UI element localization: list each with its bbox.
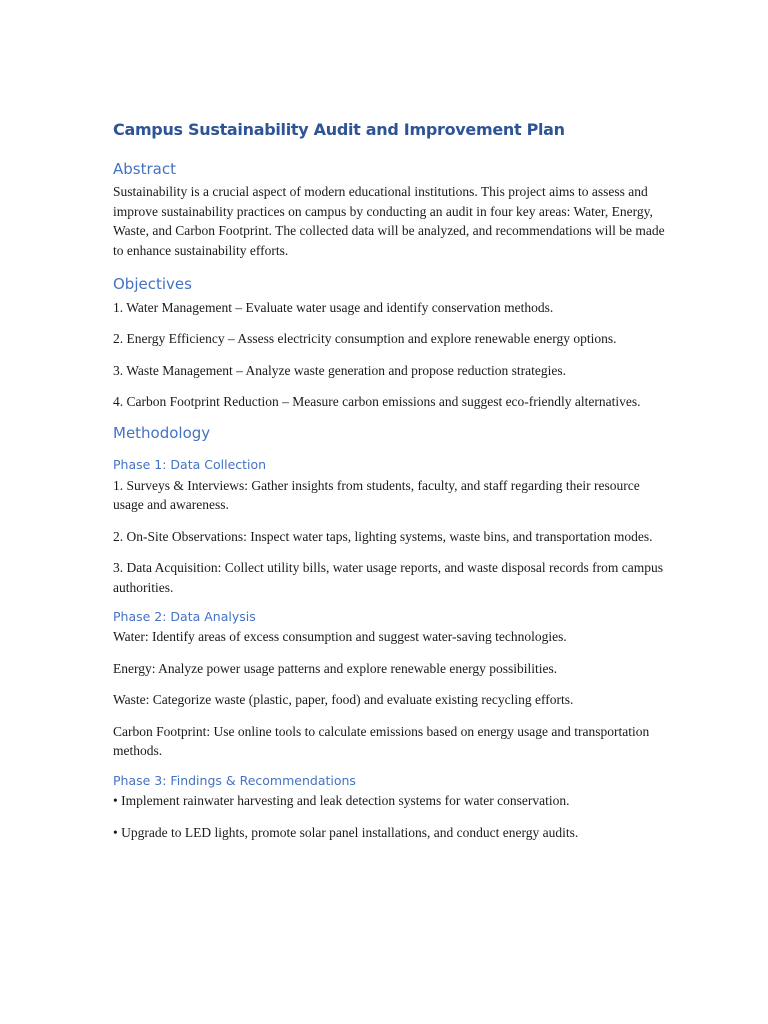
objective-item: 3. Waste Management – Analyze waste generation and propose reduction strategies.	[113, 362, 567, 378]
phase-2-block	[113, 609, 673, 761]
phase-item: 3. Data Acquisition: Collect utility bills, water usage reports, and waste disposal records from campus authorities.	[113, 560, 664, 595]
abstract-heading: Abstract	[113, 159, 176, 178]
phase-1-block	[113, 457, 673, 597]
objective-item: 1. Water Management – Evaluate water usage and identify conservation methods.	[113, 299, 554, 315]
objectives-section	[113, 275, 673, 412]
phase-item: Energy: Analyze power usage patterns and explore renewable energy possibilities.	[113, 660, 558, 676]
phase-item: 2. On-Site Observations: Inspect water taps, lighting systems, waste bins, and transportation modes.	[113, 528, 653, 544]
methodology-section	[113, 424, 673, 842]
phase-item: 1. Surveys & Interviews: Gather insights from students, faculty, and staff regarding their resource usage and awareness.	[113, 477, 640, 513]
phase-heading: Phase 3: Findings & Recommendations	[113, 772, 356, 788]
objectives-heading: Objectives	[113, 275, 192, 294]
abstract-text: Sustainability is a crucial aspect of modern educational institutions. This project aims to assess and improve sustainability practices on campus by conducting an audit in four key areas: Water, Energy, Waste, and Carbon Footprint. The collected data will be analyzed, and recommendations will be made to enhance sustainability efforts.	[113, 184, 665, 258]
phase-item: Carbon Footprint: Use online tools to calculate emissions based on energy usage and transportation methods.	[113, 723, 650, 759]
phase-heading: Phase 1: Data Collection	[113, 457, 267, 473]
phase-item: • Upgrade to LED lights, promote solar panel installations, and conduct energy audits.	[113, 824, 579, 840]
phase-item: Waste: Categorize waste (plastic, paper, food) and evaluate existing recycling efforts.	[113, 692, 574, 708]
phase-3-block	[113, 773, 673, 842]
methodology-heading: Methodology	[113, 423, 211, 442]
objective-item: 2. Energy Efficiency – Assess electricity consumption and explore renewable energy options.	[113, 331, 617, 347]
document-title: Campus Sustainability Audit and Improvement Plan	[113, 120, 565, 139]
phase-item: Water: Identify areas of excess consumption and suggest water-saving technologies.	[113, 629, 567, 645]
abstract-section	[113, 160, 673, 261]
objective-item: 4. Carbon Footprint Reduction – Measure carbon emissions and suggest eco-friendly alternatives.	[113, 394, 641, 410]
phase-heading: Phase 2: Data Analysis	[113, 609, 256, 625]
document-page	[113, 120, 673, 854]
phase-item: • Implement rainwater harvesting and leak detection systems for water conservation.	[113, 793, 570, 809]
